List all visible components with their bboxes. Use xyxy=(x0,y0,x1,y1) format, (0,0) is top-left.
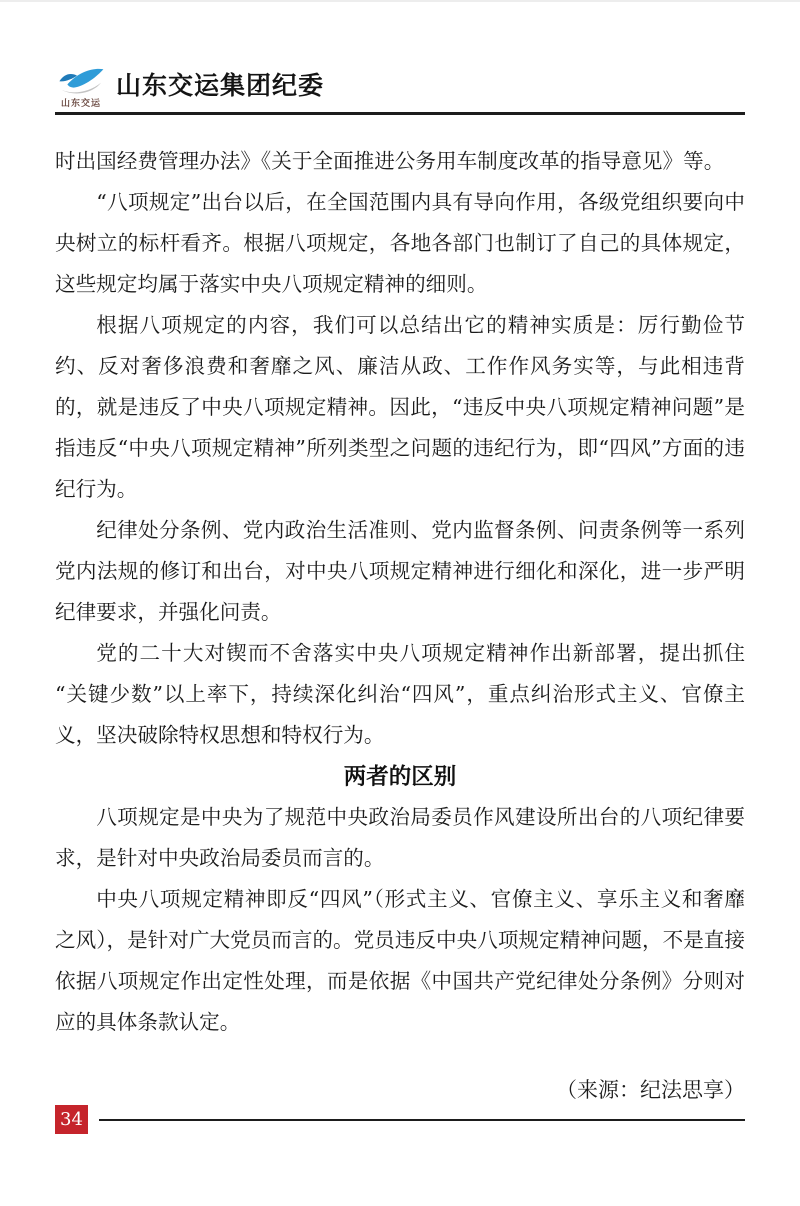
page-header xyxy=(55,62,745,115)
paragraph: 中央八项规定精神即反“四风”（形式主义、官僚主义、享乐主义和奢靡之风），是针对广大党员而言的。党员违反中央八项规定精神问题，不是直接依据八项规定作出定性处理，而是依据《中国共产党纪律处分条例》分则对应的具体条款认定。 xyxy=(55,887,745,1034)
page-footer xyxy=(55,1105,745,1134)
section-heading: 两者的区别 xyxy=(343,764,457,789)
page-title: 山东交运集团纪委 xyxy=(116,72,325,100)
paragraph: “八项规定”出台以后，在全国范围内具有导向作用，各级党组织要向中央树立的标杆看齐。根据八项规定，各地各部门也制订了自己的具体规定，这些规定均属于落实中央八项规定精神的细则。 xyxy=(55,190,745,296)
page-number-badge: 34 xyxy=(55,1105,88,1134)
source-attribution: （来源：纪法思享） xyxy=(556,1078,745,1102)
logo-text: 山东交运 xyxy=(60,98,101,108)
paragraph: 八项规定是中央为了规范中央政治局委员作风建设所出台的八项纪律要求，是针对中央政治局委员而言的。 xyxy=(55,805,745,870)
footer-rule xyxy=(99,1119,745,1121)
paragraph: 纪律处分条例、党内政治生活准则、党内监督条例、问责条例等一系列党内法规的修订和出台，对中央八项规定精神进行细化和深化，进一步严明纪律要求，并强化问责。 xyxy=(55,518,745,624)
body-text xyxy=(55,141,745,1111)
bird-logo-icon xyxy=(57,66,105,98)
paragraph: 党的二十大对锲而不舍落实中央八项规定精神作出新部署，提出抓住“关键少数”以上率下，持续深化纠治“四风”，重点纠治形式主义、官僚主义，坚决破除特权思想和特权行为。 xyxy=(55,641,745,747)
logo xyxy=(55,66,107,108)
paragraph-continuation: 时出国经费管理办法》《关于全面推进公务用车制度改革的指导意见》等。 xyxy=(55,149,725,173)
paragraph: 根据八项规定的内容，我们可以总结出它的精神实质是：厉行勤俭节约、反对奢侈浪费和奢靡之风、廉洁从政、工作作风务实等，与此相违背的，就是违反了中央八项规定精神。因此，“违反中央八项规定精神问题”是指违反“中央八项规定精神”所列类型之问题的违纪行为，即“四风”方面的违纪行为。 xyxy=(55,313,745,501)
